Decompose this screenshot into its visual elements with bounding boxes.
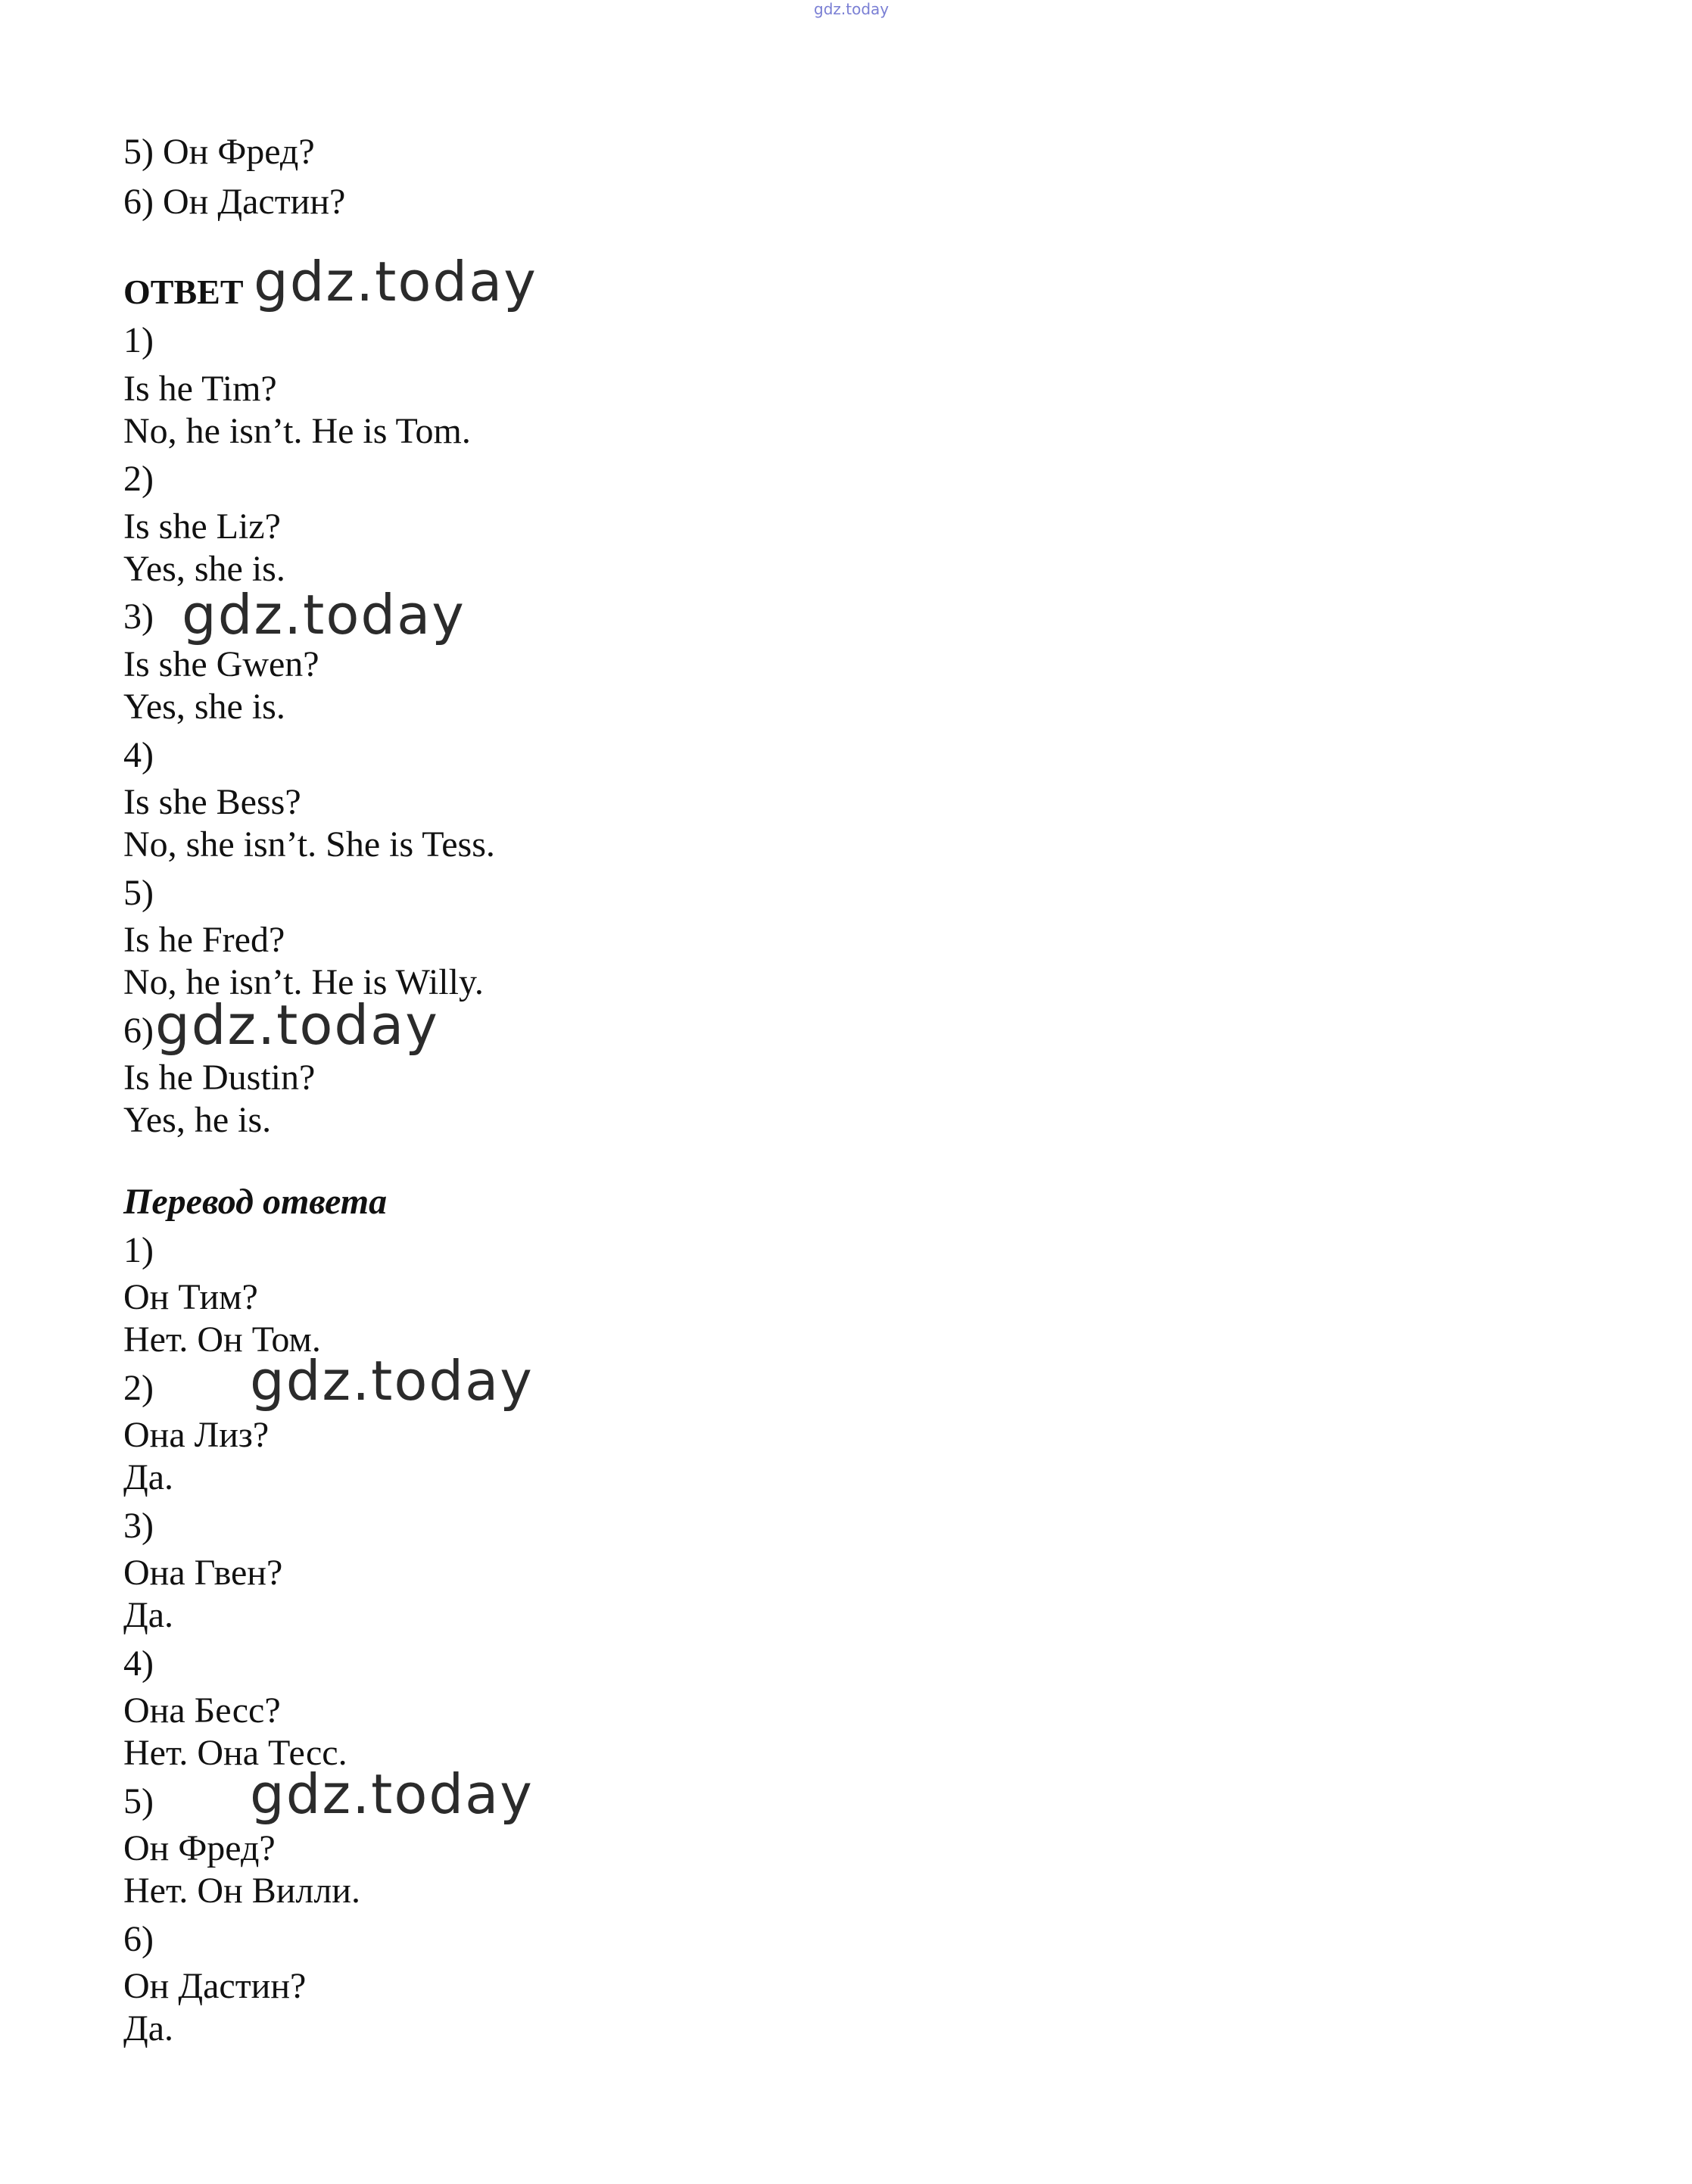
- answer-line: 6): [123, 1011, 154, 1051]
- answer-line: 3): [123, 597, 154, 637]
- watermark-text: gdz.today: [182, 583, 466, 646]
- watermark-text: gdz.today: [155, 993, 439, 1057]
- answer-line: Yes, she is.: [123, 549, 285, 589]
- answer-line: 1): [123, 320, 154, 360]
- answer-line: No, she isn’t. She is Tess.: [123, 824, 495, 865]
- translation-line: 3): [123, 1506, 154, 1546]
- translation-line: Нет. Он Вилли.: [123, 1871, 360, 1911]
- answer-line: Is he Fred?: [123, 920, 285, 960]
- translation-line: 2): [123, 1368, 154, 1408]
- answer-line: 5): [123, 873, 154, 913]
- translation-line: Да.: [123, 1595, 174, 1635]
- answer-line: Is she Bess?: [123, 782, 301, 822]
- answer-line: Is she Liz?: [123, 506, 281, 547]
- intro-line: 5) Он Фред?: [123, 132, 315, 172]
- answer-line: Is he Dustin?: [123, 1058, 316, 1098]
- answer-line: Is she Gwen?: [123, 644, 319, 684]
- translation-line: Она Гвен?: [123, 1553, 283, 1593]
- answer-line: No, he isn’t. He is Tom.: [123, 411, 471, 451]
- top-watermark: gdz.today: [814, 0, 890, 18]
- translation-line: 1): [123, 1230, 154, 1270]
- translation-line: Она Бесс?: [123, 1690, 281, 1731]
- answer-line: Yes, she is.: [123, 687, 285, 727]
- translation-line: Да.: [123, 1457, 174, 1497]
- intro-line: 6) Он Дастин?: [123, 182, 346, 222]
- translation-line: 5): [123, 1781, 154, 1821]
- translation-line: Нет. Она Тесс.: [123, 1733, 347, 1773]
- translation-heading: Перевод ответа: [123, 1182, 388, 1222]
- answer-line: 2): [123, 459, 154, 499]
- translation-line: Он Тим?: [123, 1277, 258, 1317]
- translation-line: 4): [123, 1643, 154, 1684]
- answer-line: Yes, he is.: [123, 1100, 272, 1140]
- translation-line: 6): [123, 1919, 154, 1959]
- answer-line: 4): [123, 735, 154, 775]
- translation-line: Он Дастин?: [123, 1966, 307, 2006]
- watermark-text: gdz.today: [250, 1762, 534, 1826]
- translation-line: Она Лиз?: [123, 1415, 270, 1455]
- answer-heading: ОТВЕТ: [123, 273, 244, 311]
- translation-line: Он Фред?: [123, 1828, 276, 1868]
- watermark-text: gdz.today: [254, 250, 538, 313]
- watermark-text: gdz.today: [250, 1349, 534, 1413]
- answer-line: Is he Tim?: [123, 369, 277, 409]
- translation-line: Нет. Он Том.: [123, 1319, 321, 1360]
- answer-line: No, he isn’t. He is Willy.: [123, 962, 484, 1002]
- translation-line: Да.: [123, 2008, 174, 2048]
